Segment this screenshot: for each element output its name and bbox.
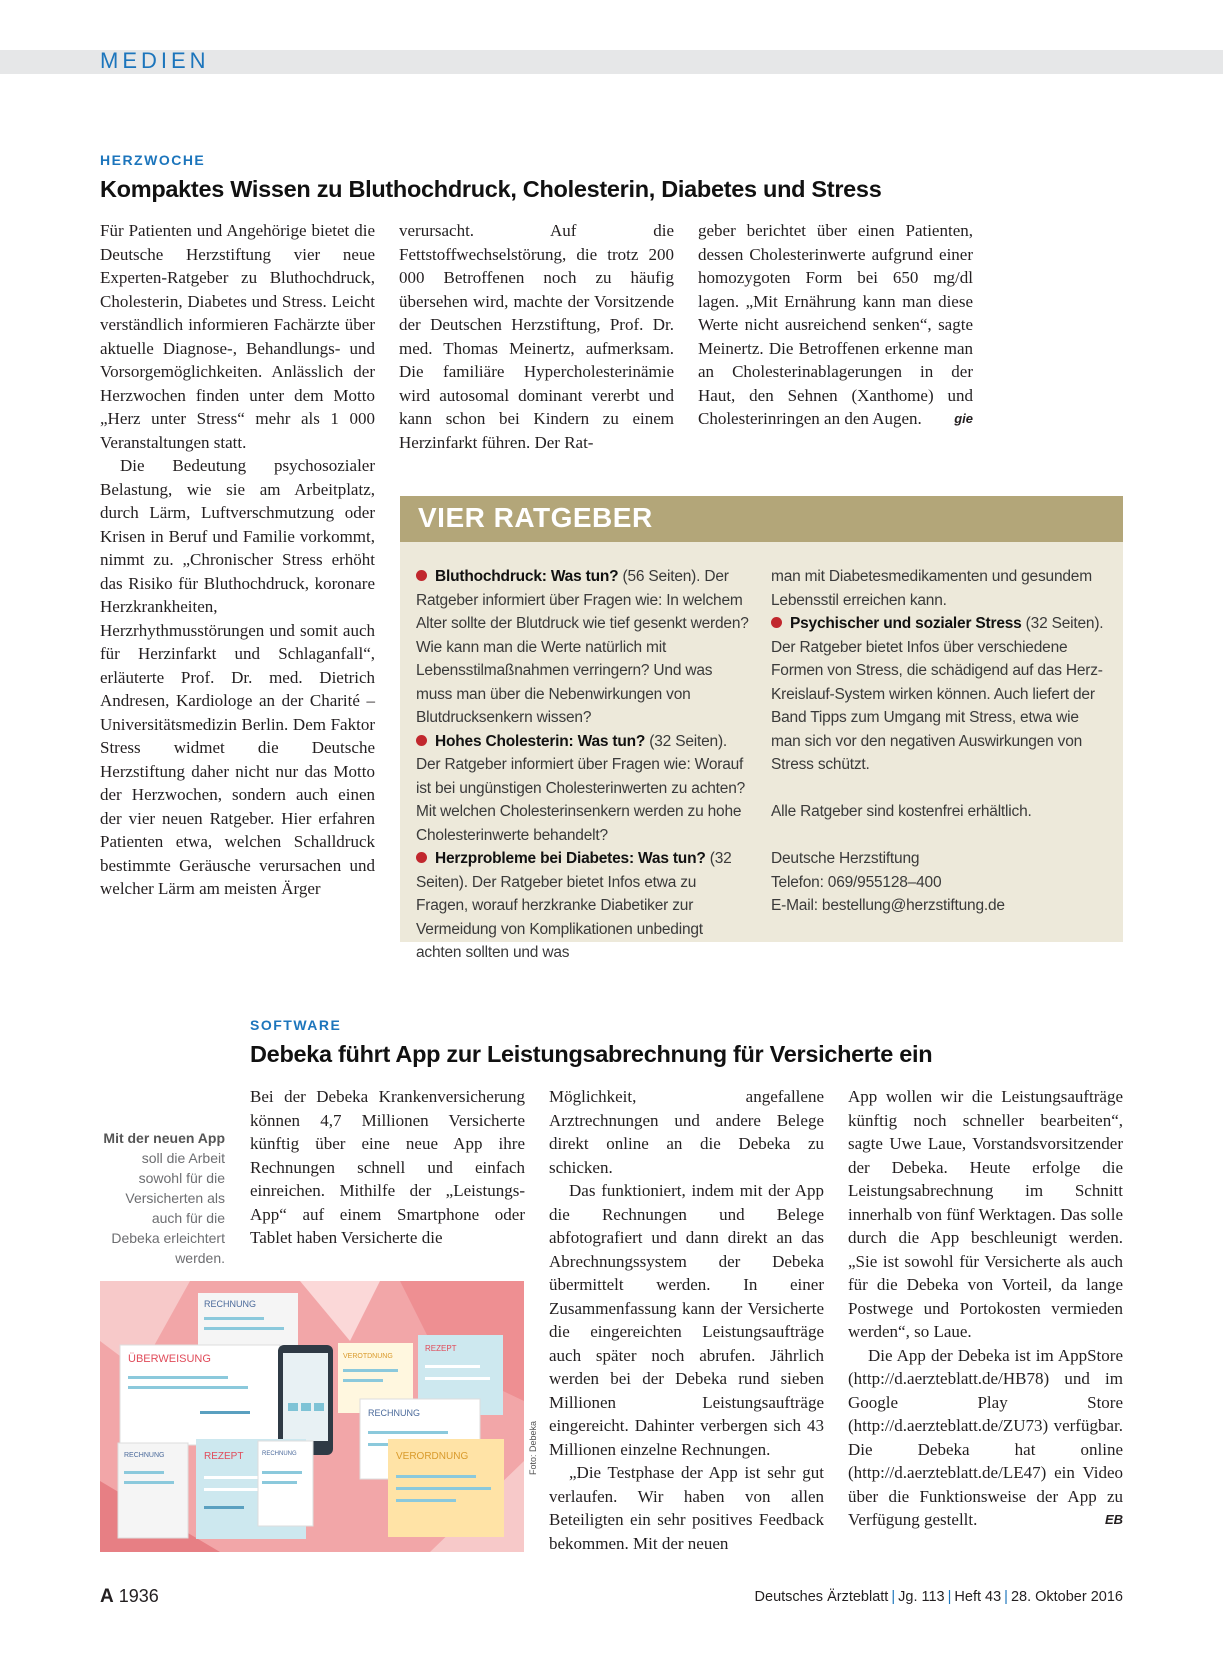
article1-column-2	[399, 219, 674, 454]
article1-column-1	[100, 219, 375, 901]
info-box-item-4-title: Psychischer und sozialer Stress	[790, 615, 1022, 632]
image-caption-text: soll die Arbeit sowohl für die Versicherten als auch für die Debeka erleichtert werden.	[111, 1150, 225, 1266]
info-box-item-3-title: Herzprobleme bei Diabetes: Was tun?	[435, 850, 706, 867]
article1-headline: Kompaktes Wissen zu Bluthochdruck, Cholesterin, Diabetes und Stress	[100, 176, 882, 202]
bullet-icon	[416, 852, 427, 863]
info-box-item-1-title: Bluthochdruck: Was tun?	[435, 568, 619, 585]
info-box-title: VIER RATGEBER	[418, 502, 653, 533]
article2-col3-text: Die App der Debeka ist im AppStore (http://d.aerzteblatt.de/HB78) und im Google Play Store (http://d.aerzteblatt.de/ZU73) verfügbar. Die Debeka hat online (http://d.aerzteblatt.de/LE47) ein Video über die Funktionsweise der App zu Verfügung gestellt.	[848, 1345, 1123, 1529]
info-box-item-4	[771, 612, 1107, 777]
footer-page-number-value: 1936	[118, 1586, 159, 1606]
footer-journal: Deutsches Ärzteblatt	[754, 1589, 889, 1605]
illu-label-verordnung-small: VEROTDNUNG	[343, 1353, 393, 1360]
article2-column-3	[848, 1085, 1123, 1532]
article2-col1-paragraph: Bei der Debeka Krankenversicherung können 4,7 Millionen Versicherte künftig über eine neue App ihre Rechnungen schnell und einfach einreichen. Mithilfe der „Leistungs-App“ auf einem Smartphone oder Tablet haben Versicherte die	[250, 1087, 525, 1247]
info-box-contact-email: E-Mail: bestellung@herzstiftung.de	[771, 897, 1005, 914]
article1-col2-paragraph: verursacht. Auf die Fettstoffwechselstörung, die trotz 200 000 Betroffenen noch zu häufig übersehen wird, machte der Vorsitzende der Deutschen Herzstiftung, Prof. Dr. med. Thomas Meinertz, aufmerksam. Die familiäre Hypercholesterinämie wird autosomal dominant vererbt und kann schon bei Kindern zu einem Herzinfarkt führen. Der Rat-	[399, 221, 674, 452]
footer-separator: |	[1004, 1589, 1008, 1605]
footer-date: 28. Oktober 2016	[1010, 1589, 1123, 1605]
illu-label-rechnung-top: RECHNUNG	[204, 1299, 257, 1309]
info-box-column-1	[416, 565, 749, 965]
info-box-item-4-text: (32 Seiten). Der Ratgeber bietet Infos über verschiedene Formen von Stress, die schädigend auf das Herz-Kreislauf-System wirken können. Auch liefert der Band Tipps zum Umgang mit Stress, etwa wie man sich vor den negativen Auswirkungen von Stress schützt.	[771, 615, 1104, 773]
bullet-icon	[416, 735, 427, 746]
image-caption	[100, 1128, 225, 1268]
footer-page-prefix: A	[100, 1586, 114, 1607]
footer-journal-info	[755, 1589, 1123, 1605]
article2-column-2	[549, 1085, 824, 1555]
image-caption-bold: Mit der neuen App	[103, 1130, 225, 1146]
illu-label-rechnung-mid: RECHNUNG	[368, 1408, 421, 1418]
illu-label-rezept-bottom: REZEPT	[204, 1451, 244, 1462]
bullet-icon	[416, 570, 427, 581]
photo-credit: Foto: Debeka	[528, 1420, 538, 1475]
footer-page-number	[100, 1586, 159, 1608]
info-box-item-3-continued: man mit Diabetesmedikamenten und gesundem Lebensstil erreichen kann.	[771, 568, 1092, 609]
footer-separator: |	[947, 1589, 952, 1605]
article2-column-1	[250, 1085, 525, 1250]
article1-col1-paragraph-2: Die Bedeutung psychosozialer Belastung, wie sie am Arbeitplatz, durch Lärm, Luftverschmutzung oder Krisen in Beruf und Familie vorkommt, nimmt zu. „Chronischer Stress erhöht das Risiko für Bluthochdruck, koronare Herzkrankheiten, Herzrhythmusstörungen und somit auch für Herzinfarkt und Schlaganfall“, erläuterte Prof. Dr. med. Dietrich Andresen, Kardiologe an der Charité – Universitätsmedizin Berlin. Dem Faktor Stress widmet die Deutsche Herzstiftung daher nicht nur das Motto der Herzwochen, sondern auch einen der vier neuen Ratgeber. Hier erfahren Patienten etwa, welchen Schalldruck bestimmte Geräusche verursachen und welcher Lärm am meisten Ärger	[100, 456, 375, 898]
article2-headline: Debeka führt App zur Leistungsabrechnung für Versicherte ein	[250, 1041, 933, 1067]
article2-col2-paragraph-2: Das funktioniert, indem mit der App die Rechnungen und Belege abfotografiert und dann direkt an das Abrechnungssystem der Debeka übermittelt werden. In einer Zusammenfassung kann der Versicherte die eingereichten Leistungsaufträge auch später noch abrufen. Jährlich werden bei der Debeka rund sieben Millionen Leistungsaufträge eingereicht. Dahinter verbergen sich 43 Millionen einzelne Rechnungen.	[549, 1181, 824, 1459]
article1-col3-text: geber berichtet über einen Patienten, dessen Cholesterinwerte aufgrund einer homozygoten Form bei 650 mg/dl lagen. „Mit Ernährung kann man diese Werte nicht ausreichend senken“, sagte Meinertz. Die Betroffenen erkenne man an Cholesterinablagerungen in der Haut, den Sehnen (Xanthome) und Cholesterinringen an den Augen.	[698, 221, 973, 428]
info-box-free-note: Alle Ratgeber sind kostenfrei erhältlich.	[771, 803, 1032, 820]
info-box-contact-phone: Telefon: 069/955128–400	[771, 873, 942, 891]
article1-col1-paragraph-1: Für Patienten und Angehörige bietet die Deutsche Herzstiftung vier neue Experten-Ratgeber zu Bluthochdruck, Cholesterin, Diabetes und Stress. Leicht verständlich informieren Fachärzte über aktuelle Diagnose-, Behandlungs- und Vorsorgemöglichkeiten. Anlässlich der Herzwochen finden unter dem Motto „Herz unter Stress“ mehr als 1 000 Veranstaltungen statt.	[100, 221, 375, 452]
app-illustration	[100, 1281, 524, 1552]
illu-label-rechnung-left: RECHNUNG	[124, 1452, 165, 1459]
section-label: MEDIEN	[100, 48, 210, 73]
article2-kicker: SOFTWARE	[250, 1017, 342, 1033]
illu-label-rezept-right: REZEPT	[425, 1344, 457, 1353]
article2-col2-paragraph-3: „Die Testphase der App ist sehr gut verlaufen. Wir haben von allen Beteiligten ein sehr positives Feedback bekommen. Mit der neuen	[549, 1463, 824, 1553]
illu-label-ueberweisung: ÜBERWEISUNG	[128, 1353, 211, 1365]
illu-label-rechnung-bottom: RECHNUNG	[262, 1451, 297, 1457]
illu-label-verordnung: VERORDNUNG	[396, 1451, 469, 1462]
article1-signature: gie	[954, 411, 973, 426]
article2-col3-paragraph-2	[848, 1344, 1123, 1532]
info-box-item-2	[416, 730, 749, 848]
info-box-item-2-title: Hohes Cholesterin: Was tun?	[435, 732, 646, 750]
article2-signature: EB	[1104, 1512, 1123, 1527]
info-box-item-3-text: (32 Seiten). Der Ratgeber bietet Infos etwa zu Fragen, worauf herzkranke Diabetiker zur Vermeidung von Komplikationen unbedingt achten sollten und was	[416, 850, 732, 961]
info-box-item-1	[416, 565, 749, 730]
info-box-item-1-text: (56 Seiten). Der Ratgeber informiert über Fragen wie: In welchem Alter sollte der Blutdruck wie tief gesenkt werden? Wie kann man die Werte natürlich mit Lebensstilmaßnahmen verringern? Und was muss man über die Nebenwirkungen von Blutdrucksenkern wissen?	[416, 568, 749, 726]
article2-col3-paragraph-1: App wollen wir die Leistungsaufträge künftig noch schneller bearbeiten“, sagte Uwe Laue, Vorstandsvorsitzender der Debeka. Heute erfolge die Leistungsabrechnung im Schnitt innerhalb von fünf Werktagen. Das solle durch die App beschleunigt werden. „Sie ist sowohl für Versicherte als auch für die Debeka von Vorteil, da lange Postwege und Portokosten vermieden werden“, so Laue.	[848, 1087, 1123, 1341]
info-box-item-2-text: (32 Seiten). Der Ratgeber informiert über Fragen wie: Worauf ist bei ungünstigen Cholesterinwerten zu achten? Mit welchen Cholesterinsenkern werden zu hohe Cholesterinwerte behandelt?	[416, 732, 746, 844]
bullet-icon	[771, 617, 782, 628]
footer-volume: Jg. 113	[898, 1589, 945, 1605]
article2-col2-paragraph-1: Möglichkeit, angefallene Arztrechnungen und andere Belege direkt online an die Debeka zu schicken.	[549, 1087, 824, 1177]
article1-kicker: HERZWOCHE	[100, 152, 206, 168]
info-box-item-3	[416, 847, 749, 965]
footer-issue: Heft 43	[954, 1589, 1002, 1605]
footer-separator: |	[891, 1589, 896, 1605]
info-box-column-2	[771, 565, 1107, 918]
info-box-contact-org: Deutsche Herzstiftung	[771, 850, 920, 867]
article1-col3-paragraph	[698, 219, 973, 431]
article1-column-3	[698, 219, 973, 431]
